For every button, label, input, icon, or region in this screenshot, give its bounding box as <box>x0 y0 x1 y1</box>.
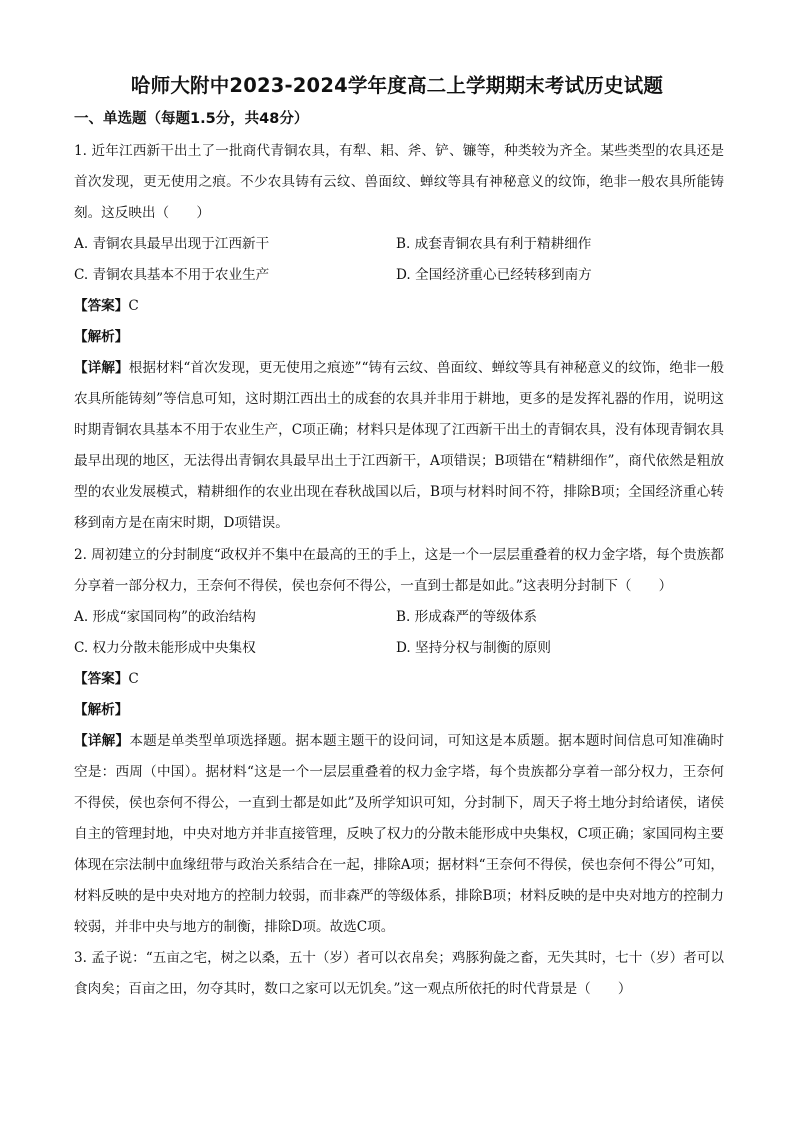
detail-text: 本题是单类型单项选择题。据本题主题干的设问词，可知这是本质题。据本题时间信息可知准确时空是：西周（中国）。据材料“这是一个一层层重叠着的权力金字塔，每个贵族都分享着一部分权力，王奈何不得侯，侯也奈何不得公，一直到士都是如此”及所学知识可知，分封制下，周天子将土地分封给诸侯，诸侯自主的管理封地，中央对地方并非直接管理，反映了权力的分散未能形成中央集权，C项正确；家国同构主要体现在宗法制中血缘纽带与政治关系结合在一起，排除A项；据材料“王奈何不得侯，侯也奈何不得公”可知，材料反映的是中央对地方的控制力较弱，而非森严的等级体系，排除B项；材料反映的是中央对地方的控制力较弱，并非中央与地方的制衡，排除D项。故选C项。 <box>74 733 725 935</box>
question-3-stem: 3. 孟子说：“五亩之宅，树之以桑，五十（岁）者可以衣帛矣；鸡豚狗彘之畜，无失其时，七十（岁）者可以食肉矣；百亩之田，勿夺其时，数口之家可以无饥矣。”这一观点所依托的时代背景是（ ） <box>74 950 724 997</box>
question-2-analysis-label <box>74 695 128 726</box>
answer-value: C <box>128 671 139 687</box>
detail-text: 根据材料“首次发现，更无使用之痕迹”“铸有云纹、兽面纹、蝉纹等具有神秘意义的纹饰，绝非一般农具所能铸刻”等信息可知，这时期江西出土的成套的农具并非用于耕地，更多的是发挥礼器的作用，说明这时期青铜农具基本不用于农业生产，C项正确；材料只是体现了江西新干出土的青铜农具，没有体现青铜农具最早出现的地区，无法得出青铜农具最早出土于江西新干，A项错误；B项错在“精耕细作”，商代依然是粗放型的农业发展模式，精耕细作的农业出现在春秋战国以后，B项与材料时间不符，排除B项；全国经济重心转移到南方是在南宋时期，D项错误。 <box>74 360 724 531</box>
page-title: 哈师大附中2023-2024学年度高二上学期期末考试历史试题 <box>130 74 664 97</box>
detail-label: 【详解】 <box>74 733 130 749</box>
answer-label: 【答案】 <box>74 298 129 314</box>
answer-value: C <box>128 298 139 314</box>
analysis-label: 【解析】 <box>74 329 129 345</box>
question-1-answer <box>74 291 139 322</box>
detail-label: 【详解】 <box>74 360 129 376</box>
question-2-option-a: A. 形成“家国同构”的政治结构 <box>74 609 256 625</box>
question-1-stem: 1. 近年江西新干出土了一批商代青铜农具，有犁、耜、斧、铲、镰等，种类较为齐全。某些类型的农具还是首次发现，更无使用之痕。不少农具铸有云纹、兽面纹、蝉纹等具有神秘意义的纹饰，绝非一般农具所能铸刻。这反映出（ ） <box>74 143 724 221</box>
question-1-option-c: C. 青铜农具基本不用于农业生产 <box>74 267 270 283</box>
question-2-stem: 2. 周初建立的分封制度“政权并不集中在最高的王的手上，这是一个一层层重叠着的权力金字塔，每个贵族都分享着一部分权力，王奈何不得侯，侯也奈何不得公，一直到士都是如此。”这表明分封制下（ ） <box>74 547 724 594</box>
question-1-option-d: D. 全国经济重心已经转移到南方 <box>396 267 592 283</box>
question-2-answer <box>74 664 139 695</box>
question-2-option-c: C. 权力分散未能形成中央集权 <box>74 640 256 656</box>
question-1-detail <box>74 353 724 539</box>
analysis-label: 【解析】 <box>74 702 129 718</box>
answer-label: 【答案】 <box>74 671 129 687</box>
question-2-detail <box>74 726 724 943</box>
question-2-option-d: D. 坚持分权与制衡的原则 <box>396 640 551 656</box>
question-1-option-a: A. 青铜农具最早出现于江西新干 <box>74 236 270 252</box>
question-2-option-b: B. 形成森严的等级体系 <box>396 609 537 625</box>
section-heading: 一、单选题（每题1.5分，共48分） <box>74 111 309 127</box>
question-1-analysis-label <box>74 322 128 353</box>
question-1-option-b: B. 成套青铜农具有利于精耕细作 <box>396 236 592 252</box>
